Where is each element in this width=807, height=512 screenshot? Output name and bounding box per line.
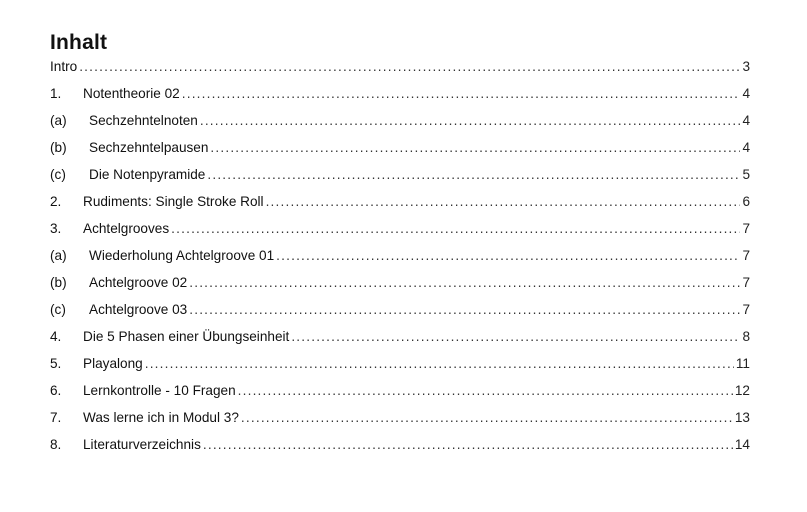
toc-entry-number: 6. <box>50 383 62 398</box>
toc-entry-achtelgroove-01[interactable] <box>50 247 750 274</box>
dot-leader <box>291 328 740 346</box>
toc-entry-phasen[interactable] <box>50 328 750 355</box>
dot-leader <box>238 382 733 400</box>
toc-entry-number: 2. <box>50 194 62 209</box>
dot-leader <box>241 409 733 427</box>
toc-entry-page: 3 <box>742 59 750 74</box>
toc-entry-number: (c) <box>50 302 66 317</box>
toc-entry-number: (b) <box>50 140 67 155</box>
toc-entry-page: 13 <box>734 410 750 425</box>
toc-entry-modul-3[interactable] <box>50 409 750 436</box>
dot-leader <box>276 247 740 265</box>
toc-entry-text: Sechzehntelnoten <box>89 113 198 128</box>
toc-entry-notenpyramide[interactable] <box>50 166 750 193</box>
toc-entry-text: Wiederholung Achtelgroove 01 <box>89 248 275 263</box>
table-of-contents <box>50 30 750 463</box>
toc-entry-rudiments[interactable] <box>50 193 750 220</box>
toc-entry-lernkontrolle[interactable] <box>50 382 750 409</box>
toc-entry-text: Die 5 Phasen einer Übungseinheit <box>83 329 290 344</box>
toc-entry-text: Die Notenpyramide <box>89 167 206 182</box>
toc-entry-number: 5. <box>50 356 62 371</box>
toc-entry-number: (c) <box>50 167 66 182</box>
toc-entry-page: 12 <box>734 383 750 398</box>
dot-leader <box>145 355 734 373</box>
toc-entry-achtelgrooves[interactable] <box>50 220 750 247</box>
dot-leader <box>200 112 740 130</box>
toc-entry-text: Achtelgrooves <box>83 221 170 236</box>
toc-entry-page: 6 <box>742 194 750 209</box>
toc-entry-number: 8. <box>50 437 62 452</box>
toc-entry-page: 4 <box>742 86 750 101</box>
dot-leader <box>79 58 740 76</box>
toc-entry-text: Achtelgroove 02 <box>89 275 188 290</box>
toc-entry-sechzehntelpausen[interactable] <box>50 139 750 166</box>
toc-entry-number: 3. <box>50 221 62 236</box>
toc-entry-text: Literaturverzeichnis <box>83 437 201 452</box>
toc-entry-intro[interactable] <box>50 58 750 85</box>
toc-entry-literaturverzeichnis[interactable] <box>50 436 750 463</box>
toc-entry-text: Was lerne ich in Modul 3? <box>83 410 239 425</box>
dot-leader <box>182 85 740 103</box>
toc-entry-text: Playalong <box>83 356 143 371</box>
dot-leader <box>210 139 740 157</box>
toc-entry-text: Achtelgroove 03 <box>89 302 188 317</box>
dot-leader <box>189 274 740 292</box>
toc-entry-number: 7. <box>50 410 62 425</box>
toc-entry-number: 4. <box>50 329 62 344</box>
toc-title: Inhalt <box>50 31 108 54</box>
dot-leader <box>207 166 740 184</box>
toc-entry-achtelgroove-03[interactable] <box>50 301 750 328</box>
toc-entry-page: 4 <box>742 140 750 155</box>
toc-entry-page: 5 <box>742 167 750 182</box>
toc-entry-text: Rudiments: Single Stroke Roll <box>83 194 264 209</box>
toc-entry-number: (b) <box>50 275 67 290</box>
toc-entry-page: 14 <box>734 437 750 452</box>
dot-leader <box>171 220 740 238</box>
dot-leader <box>266 193 740 211</box>
dot-leader <box>189 301 740 319</box>
toc-entry-text: Lernkontrolle - 10 Fragen <box>83 383 236 398</box>
toc-entry-page: 7 <box>742 302 750 317</box>
toc-entry-page: 7 <box>742 275 750 290</box>
toc-entry-page: 7 <box>742 221 750 236</box>
toc-entry-page: 4 <box>742 113 750 128</box>
toc-list <box>50 58 750 463</box>
dot-leader <box>203 436 733 454</box>
toc-entry-achtelgroove-02[interactable] <box>50 274 750 301</box>
toc-entry-text: Intro <box>50 59 78 74</box>
toc-entry-page: 8 <box>742 329 750 344</box>
toc-entry-number: 1. <box>50 86 62 101</box>
toc-entry-number: (a) <box>50 248 67 263</box>
toc-entry-page: 11 <box>735 356 750 371</box>
toc-entry-page: 7 <box>742 248 750 263</box>
toc-entry-playalong[interactable] <box>50 355 750 382</box>
toc-entry-notentheorie[interactable] <box>50 85 750 112</box>
toc-entry-sechzehntelnoten[interactable] <box>50 112 750 139</box>
toc-entry-text: Notentheorie 02 <box>83 86 180 101</box>
toc-entry-text: Sechzehntelpausen <box>89 140 209 155</box>
toc-entry-number: (a) <box>50 113 67 128</box>
